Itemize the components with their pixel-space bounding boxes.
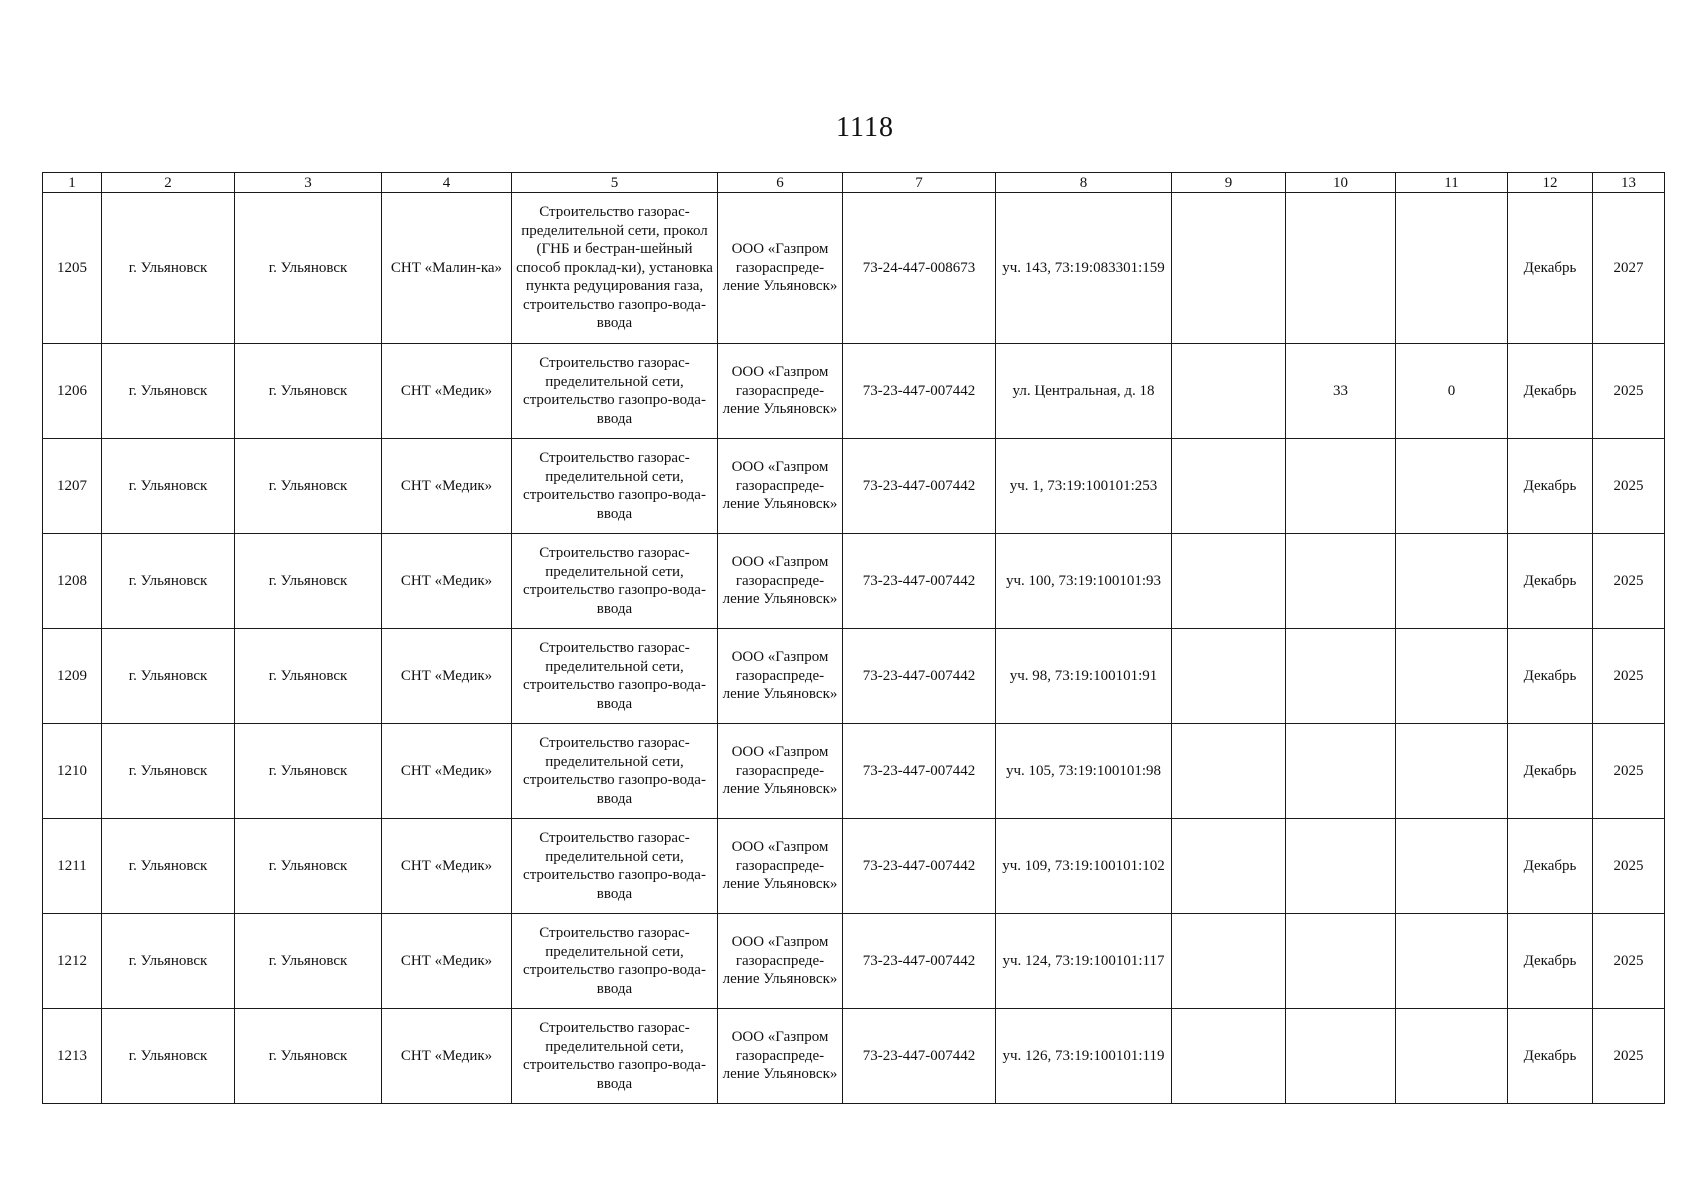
cell-col10 (1286, 1009, 1396, 1104)
column-header: 1 (43, 173, 102, 193)
table-row (43, 819, 1665, 914)
column-header: 3 (235, 173, 382, 193)
cell-col10 (1286, 724, 1396, 819)
cell-address: уч. 109, 73:19:100101:102 (996, 819, 1172, 914)
cell-program-code: 73-23-447-007442 (843, 534, 996, 629)
cell-col10 (1286, 193, 1396, 344)
cell-works: Строительство газорас-пределительной сети, строительство газопро-вода-ввода (512, 629, 718, 724)
cell-organization: ООО «Газпром газораспреде-ление Ульяновск» (718, 439, 843, 534)
cell-month: Декабрь (1508, 344, 1593, 439)
cell-col10 (1286, 629, 1396, 724)
column-header: 4 (382, 173, 512, 193)
cell-organization: ООО «Газпром газораспреде-ление Ульяновск» (718, 534, 843, 629)
cell-col11 (1396, 1009, 1508, 1104)
cell-address: уч. 105, 73:19:100101:98 (996, 724, 1172, 819)
cell-works: Строительство газорас-пределительной сети, прокол (ГНБ и бестран-шейный способ проклад-ки), установка пункта редуцирования газа, строительство газопро-вода-ввода (512, 193, 718, 344)
cell-month: Декабрь (1508, 914, 1593, 1009)
cell-settlement: г. Ульяновск (235, 534, 382, 629)
cell-program-code: 73-23-447-007442 (843, 914, 996, 1009)
cell-number: 1211 (43, 819, 102, 914)
cell-address: уч. 124, 73:19:100101:117 (996, 914, 1172, 1009)
cell-works: Строительство газорас-пределительной сети, строительство газопро-вода-ввода (512, 914, 718, 1009)
cell-col11 (1396, 629, 1508, 724)
cell-municipality: г. Ульяновск (102, 629, 235, 724)
cell-col10 (1286, 914, 1396, 1009)
cell-month: Декабрь (1508, 819, 1593, 914)
cell-program-code: 73-24-447-008673 (843, 193, 996, 344)
cell-snt: СНТ «Медик» (382, 1009, 512, 1104)
cell-snt: СНТ «Медик» (382, 534, 512, 629)
cell-year: 2025 (1593, 439, 1665, 534)
cell-program-code: 73-23-447-007442 (843, 344, 996, 439)
cell-organization: ООО «Газпром газораспреде-ление Ульяновск» (718, 724, 843, 819)
cell-snt: СНТ «Медик» (382, 629, 512, 724)
cell-settlement: г. Ульяновск (235, 724, 382, 819)
cell-month: Декабрь (1508, 439, 1593, 534)
cell-col9 (1172, 819, 1286, 914)
cell-number: 1213 (43, 1009, 102, 1104)
cell-address: уч. 143, 73:19:083301:159 (996, 193, 1172, 344)
cell-number: 1209 (43, 629, 102, 724)
header-row (43, 173, 1665, 193)
cell-col9 (1172, 344, 1286, 439)
cell-col11 (1396, 819, 1508, 914)
cell-year: 2025 (1593, 534, 1665, 629)
cell-settlement: г. Ульяновск (235, 439, 382, 534)
table-row (43, 439, 1665, 534)
cell-number: 1212 (43, 914, 102, 1009)
cell-col9 (1172, 439, 1286, 534)
cell-settlement: г. Ульяновск (235, 629, 382, 724)
cell-col11 (1396, 914, 1508, 1009)
cell-snt: СНТ «Медик» (382, 724, 512, 819)
cell-month: Декабрь (1508, 193, 1593, 344)
cell-program-code: 73-23-447-007442 (843, 724, 996, 819)
cell-organization: ООО «Газпром газораспреде-ление Ульяновск» (718, 1009, 843, 1104)
cell-number: 1210 (43, 724, 102, 819)
cell-settlement: г. Ульяновск (235, 819, 382, 914)
cell-settlement: г. Ульяновск (235, 1009, 382, 1104)
cell-year: 2025 (1593, 914, 1665, 1009)
cell-col9 (1172, 629, 1286, 724)
cell-works: Строительство газорас-пределительной сети, строительство газопро-вода-ввода (512, 534, 718, 629)
cell-organization: ООО «Газпром газораспреде-ление Ульяновск» (718, 629, 843, 724)
cell-col11 (1396, 193, 1508, 344)
cell-month: Декабрь (1508, 724, 1593, 819)
cell-municipality: г. Ульяновск (102, 439, 235, 534)
cell-address: уч. 98, 73:19:100101:91 (996, 629, 1172, 724)
column-header: 10 (1286, 173, 1396, 193)
cell-year: 2025 (1593, 724, 1665, 819)
column-header: 12 (1508, 173, 1593, 193)
cell-works: Строительство газорас-пределительной сети, строительство газопро-вода-ввода (512, 1009, 718, 1104)
cell-col9 (1172, 534, 1286, 629)
cell-year: 2025 (1593, 344, 1665, 439)
cell-snt: СНТ «Малин-ка» (382, 193, 512, 344)
cell-col9 (1172, 724, 1286, 819)
cell-snt: СНТ «Медик» (382, 439, 512, 534)
cell-col9 (1172, 1009, 1286, 1104)
cell-month: Декабрь (1508, 534, 1593, 629)
cell-col9 (1172, 193, 1286, 344)
cell-municipality: г. Ульяновск (102, 1009, 235, 1104)
column-header: 6 (718, 173, 843, 193)
cell-works: Строительство газорас-пределительной сети, строительство газопро-вода-ввода (512, 819, 718, 914)
column-header: 13 (1593, 173, 1665, 193)
table-row (43, 193, 1665, 344)
table-row (43, 914, 1665, 1009)
cell-col11 (1396, 534, 1508, 629)
cell-organization: ООО «Газпром газораспреде-ление Ульяновск» (718, 344, 843, 439)
cell-year: 2025 (1593, 819, 1665, 914)
cell-number: 1206 (43, 344, 102, 439)
table-row (43, 629, 1665, 724)
cell-program-code: 73-23-447-007442 (843, 819, 996, 914)
cell-col10 (1286, 819, 1396, 914)
cell-settlement: г. Ульяновск (235, 914, 382, 1009)
cell-works: Строительство газорас-пределительной сети, строительство газопро-вода-ввода (512, 724, 718, 819)
cell-municipality: г. Ульяновск (102, 344, 235, 439)
cell-number: 1208 (43, 534, 102, 629)
cell-col10: 33 (1286, 344, 1396, 439)
cell-organization: ООО «Газпром газораспреде-ление Ульяновск» (718, 914, 843, 1009)
table-row (43, 344, 1665, 439)
cell-municipality: г. Ульяновск (102, 724, 235, 819)
cell-municipality: г. Ульяновск (102, 193, 235, 344)
column-header: 5 (512, 173, 718, 193)
cell-col11: 0 (1396, 344, 1508, 439)
cell-address: уч. 1, 73:19:100101:253 (996, 439, 1172, 534)
cell-address: уч. 126, 73:19:100101:119 (996, 1009, 1172, 1104)
cell-municipality: г. Ульяновск (102, 819, 235, 914)
cell-snt: СНТ «Медик» (382, 914, 512, 1009)
cell-month: Декабрь (1508, 1009, 1593, 1104)
column-header: 7 (843, 173, 996, 193)
cell-settlement: г. Ульяновск (235, 344, 382, 439)
cell-col11 (1396, 724, 1508, 819)
cell-col9 (1172, 914, 1286, 1009)
cell-snt: СНТ «Медик» (382, 344, 512, 439)
cell-municipality: г. Ульяновск (102, 914, 235, 1009)
cell-col10 (1286, 534, 1396, 629)
cell-col10 (1286, 439, 1396, 534)
cell-address: ул. Центральная, д. 18 (996, 344, 1172, 439)
cell-works: Строительство газорас-пределительной сети, строительство газопро-вода-ввода (512, 344, 718, 439)
cell-municipality: г. Ульяновск (102, 534, 235, 629)
column-header: 2 (102, 173, 235, 193)
column-header: 9 (1172, 173, 1286, 193)
register-table (42, 172, 1665, 1104)
cell-col11 (1396, 439, 1508, 534)
table-row (43, 1009, 1665, 1104)
cell-snt: СНТ «Медик» (382, 819, 512, 914)
cell-organization: ООО «Газпром газораспреде-ление Ульяновск» (718, 193, 843, 344)
cell-number: 1205 (43, 193, 102, 344)
table-row (43, 534, 1665, 629)
cell-program-code: 73-23-447-007442 (843, 1009, 996, 1104)
cell-settlement: г. Ульяновск (235, 193, 382, 344)
cell-year: 2025 (1593, 1009, 1665, 1104)
page-number: 1118 (836, 112, 894, 143)
cell-year: 2027 (1593, 193, 1665, 344)
cell-program-code: 73-23-447-007442 (843, 629, 996, 724)
cell-month: Декабрь (1508, 629, 1593, 724)
table-row (43, 724, 1665, 819)
cell-works: Строительство газорас-пределительной сети, строительство газопро-вода-ввода (512, 439, 718, 534)
cell-address: уч. 100, 73:19:100101:93 (996, 534, 1172, 629)
cell-program-code: 73-23-447-007442 (843, 439, 996, 534)
column-header: 11 (1396, 173, 1508, 193)
cell-organization: ООО «Газпром газораспреде-ление Ульяновск» (718, 819, 843, 914)
cell-number: 1207 (43, 439, 102, 534)
column-header: 8 (996, 173, 1172, 193)
cell-year: 2025 (1593, 629, 1665, 724)
